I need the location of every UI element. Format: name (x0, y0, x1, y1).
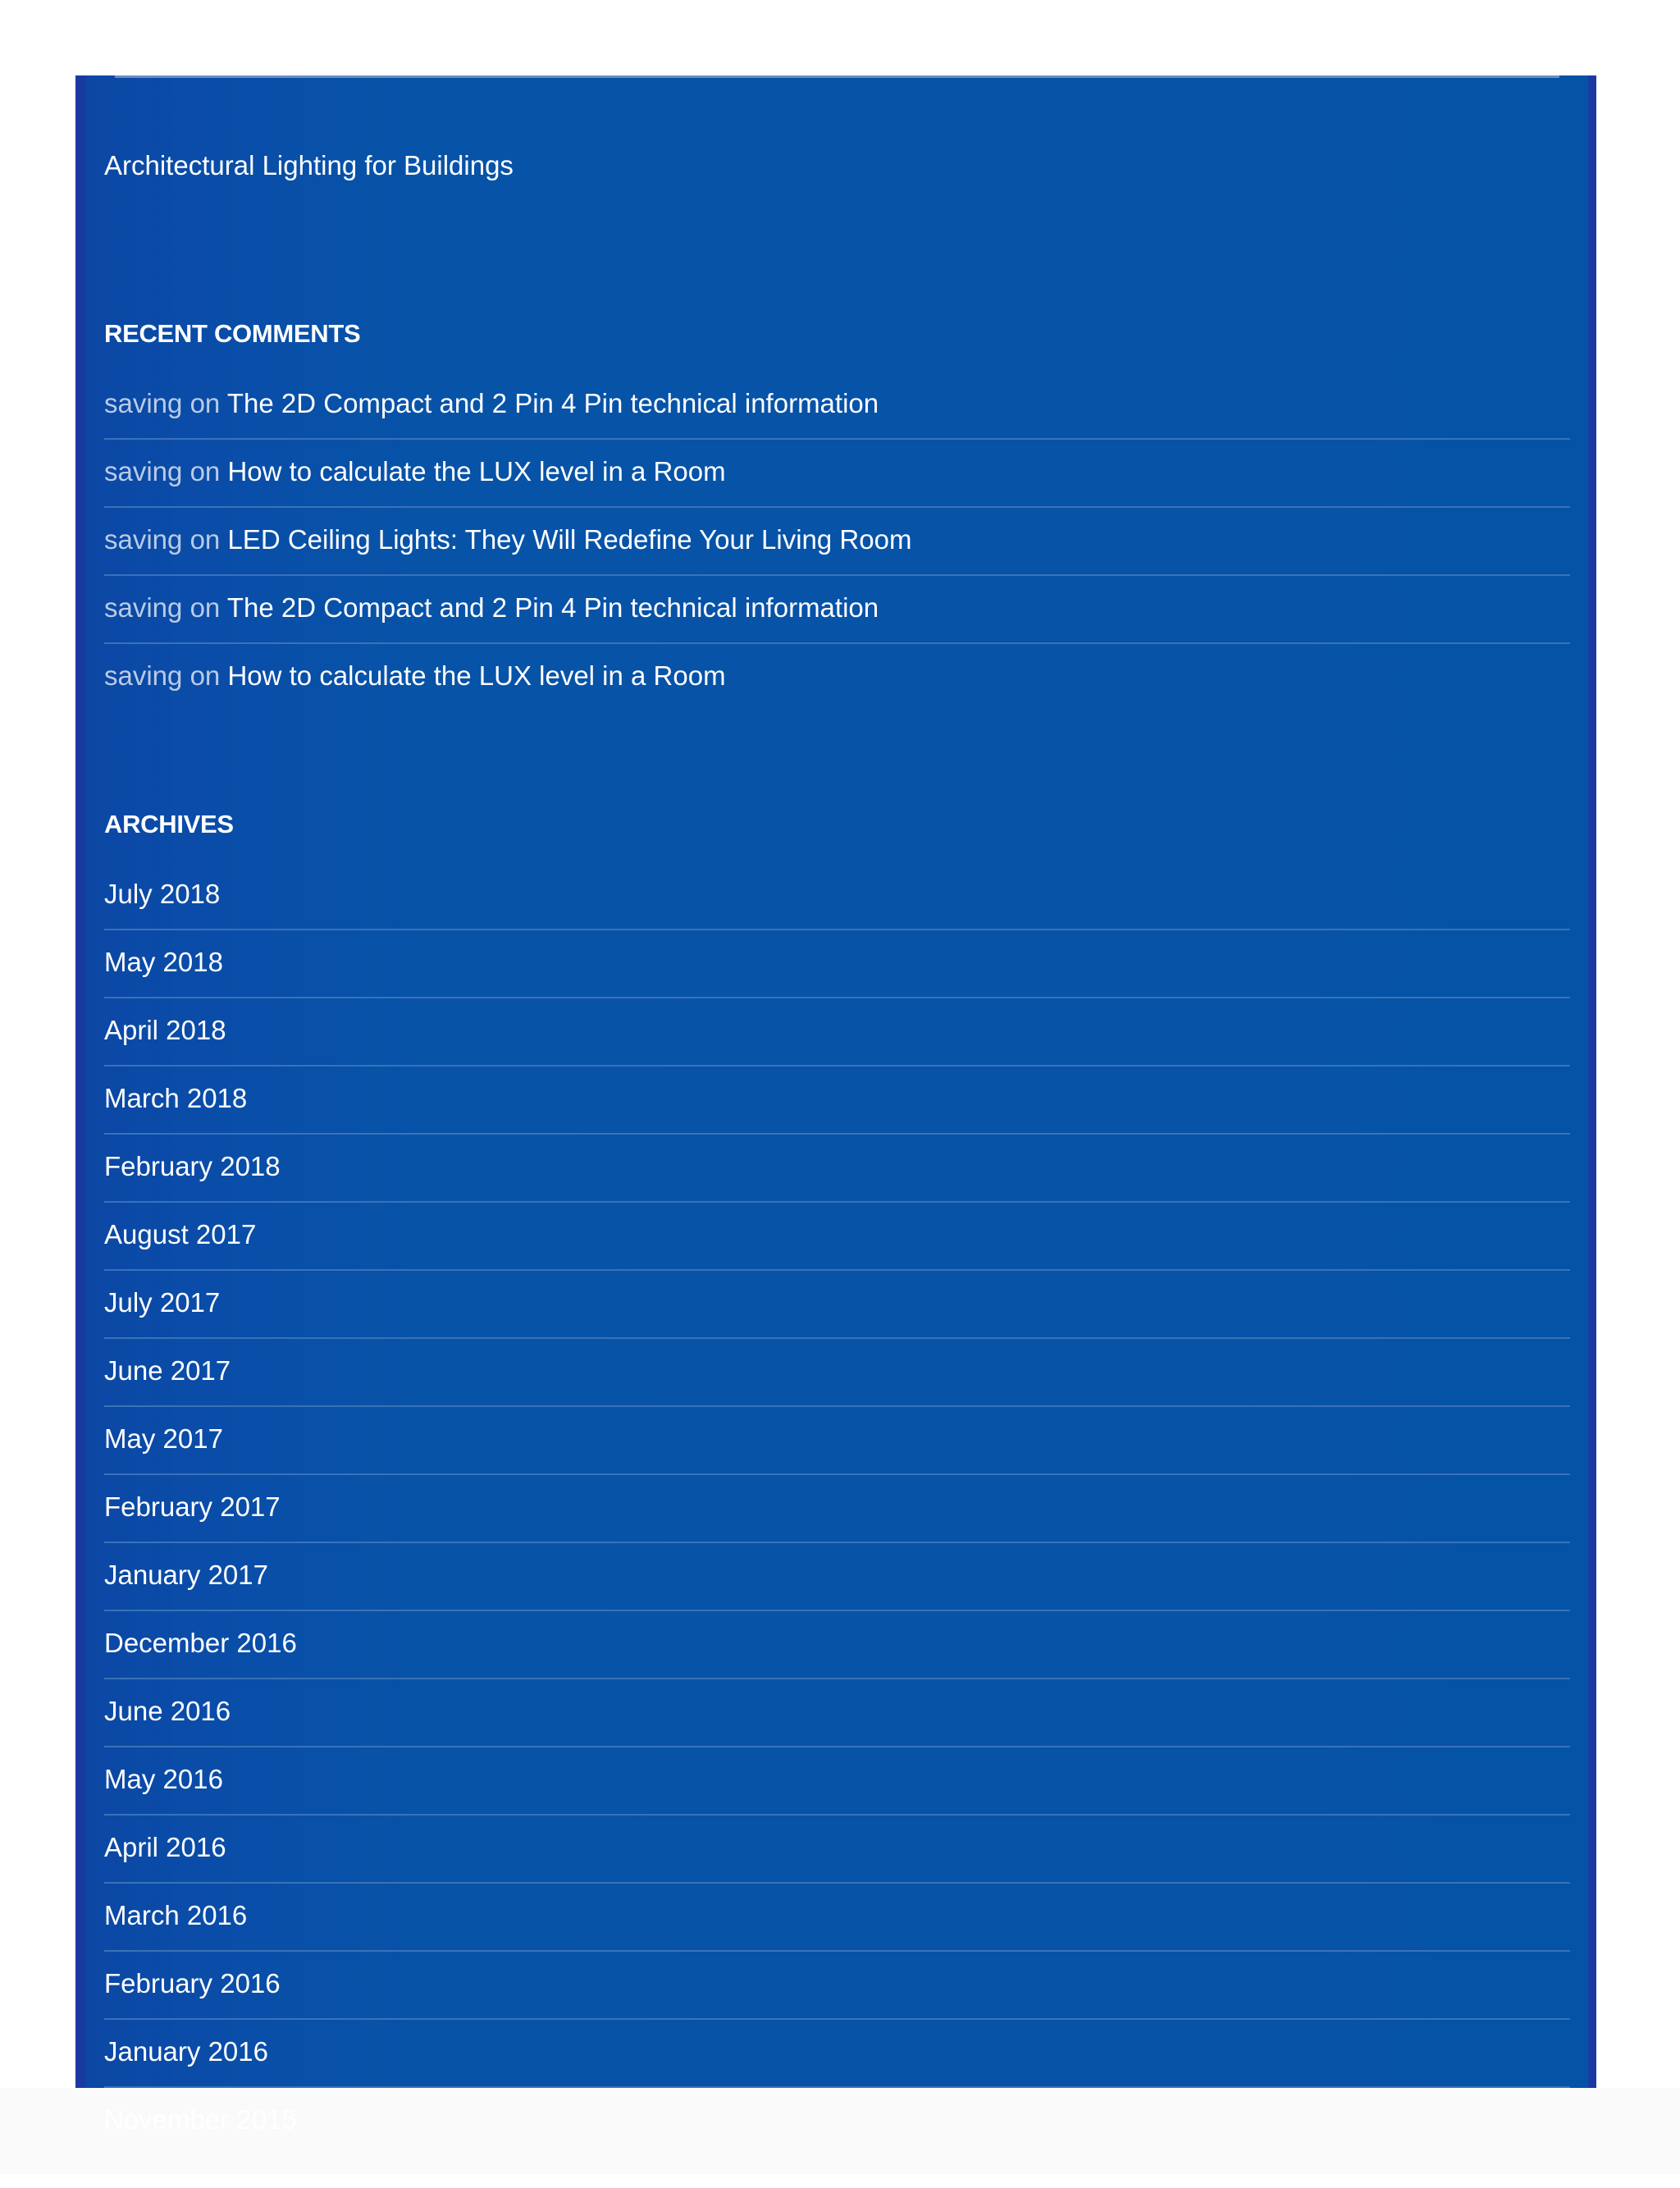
comment-author[interactable]: saving (104, 456, 183, 486)
archive-item (104, 1423, 1570, 1507)
archive-link[interactable]: January 2017 (104, 1560, 268, 1590)
archive-link[interactable]: March 2018 (104, 1083, 248, 1113)
row-divider (104, 1814, 1570, 1816)
archive-item (104, 879, 1570, 962)
comment-post-link[interactable]: The 2D Compact and 2 Pin 4 Pin technical information (226, 592, 879, 623)
row-divider (104, 1473, 1570, 1475)
archive-item (104, 1287, 1570, 1371)
archive-link[interactable]: August 2017 (104, 1219, 257, 1249)
archive-link[interactable]: July 2017 (104, 1287, 221, 1318)
row-divider (104, 1950, 1570, 1952)
archive-item (104, 1015, 1570, 1099)
comment-author[interactable]: saving (104, 388, 183, 418)
row-divider (104, 1678, 1570, 1679)
comment-on-label: on (189, 388, 221, 418)
comment-on-label: on (189, 456, 221, 486)
archive-item (104, 1219, 1570, 1303)
row-divider (104, 1405, 1570, 1407)
comment-on-label: on (189, 592, 221, 623)
row-divider (104, 1269, 1570, 1271)
row-divider (104, 929, 1570, 930)
row-divider (104, 1542, 1570, 1543)
archive-link[interactable]: January 2016 (104, 2036, 268, 2067)
archive-item (104, 947, 1570, 1030)
comment-post-link[interactable]: LED Ceiling Lights: They Will Redefine Your Living Room (227, 524, 912, 555)
recent-post-link[interactable]: Architectural Lighting for Buildings (104, 150, 514, 180)
archive-link[interactable]: November 2015 (104, 2104, 297, 2135)
comment-post-link[interactable]: How to calculate the LUX level in a Room (227, 660, 726, 691)
row-divider (104, 2086, 1570, 2088)
archive-link[interactable]: February 2016 (104, 1968, 281, 1998)
comment-post-link[interactable]: How to calculate the LUX level in a Room (227, 456, 726, 486)
comment-item (104, 660, 1570, 744)
archive-item (104, 1083, 1570, 1167)
row-divider (104, 642, 1570, 644)
archive-link[interactable]: May 2016 (104, 1764, 223, 1794)
row-divider (104, 1133, 1570, 1135)
comment-on-label: on (189, 524, 221, 555)
archive-item (104, 1355, 1570, 1439)
archive-item (104, 1491, 1570, 1575)
row-divider (104, 1337, 1570, 1339)
sidebar (75, 75, 1596, 2135)
archive-link[interactable]: June 2016 (104, 1696, 231, 1726)
archive-link[interactable]: February 2018 (104, 1151, 281, 1181)
row-divider (104, 506, 1570, 508)
archive-item (104, 1900, 1570, 1984)
sidebar-top-divider (115, 75, 1559, 78)
comment-author[interactable]: saving (104, 592, 183, 623)
archive-link[interactable]: May 2018 (104, 947, 223, 977)
archive-link[interactable]: July 2018 (104, 879, 221, 909)
archive-link[interactable]: June 2017 (104, 1355, 231, 1386)
archive-item (104, 1764, 1570, 1848)
archive-item (104, 2104, 1570, 2188)
archive-item (104, 1628, 1570, 1711)
archives-title: ARCHIVES (104, 810, 234, 838)
row-divider (104, 1201, 1570, 1203)
archive-item (104, 1968, 1570, 2052)
row-divider (104, 2018, 1570, 2020)
archive-link[interactable]: March 2016 (104, 1900, 248, 1930)
archive-item (104, 1696, 1570, 1779)
row-divider (104, 1882, 1570, 1884)
archive-item (104, 1832, 1570, 1916)
archive-link[interactable]: February 2017 (104, 1491, 281, 1522)
row-divider (104, 1746, 1570, 1747)
archive-link[interactable]: April 2018 (104, 1015, 226, 1045)
comment-author[interactable]: saving (104, 524, 183, 555)
row-divider (104, 1065, 1570, 1067)
archive-link[interactable]: May 2017 (104, 1423, 223, 1454)
comment-author[interactable]: saving (104, 660, 183, 691)
row-divider (104, 1610, 1570, 1611)
comment-post-link[interactable]: The 2D Compact and 2 Pin 4 Pin technical information (226, 388, 879, 418)
comment-on-label: on (189, 660, 221, 691)
row-divider (104, 997, 1570, 998)
row-divider (104, 438, 1570, 440)
row-divider (104, 574, 1570, 576)
archive-item (104, 2036, 1570, 2120)
recent-comments-title: RECENT COMMENTS (104, 319, 361, 348)
archive-item (104, 1151, 1570, 1235)
archive-item (104, 1560, 1570, 1643)
archive-link[interactable]: April 2016 (104, 1832, 226, 1862)
archive-link[interactable]: December 2016 (104, 1628, 297, 1658)
